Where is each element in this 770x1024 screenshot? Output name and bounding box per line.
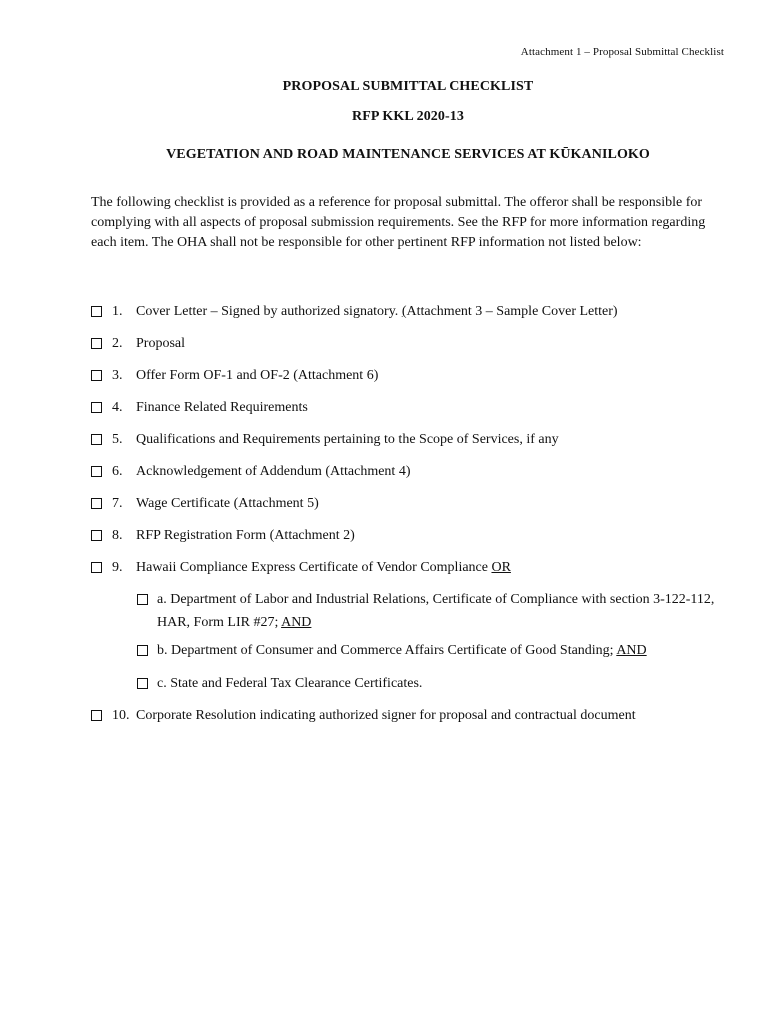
checklist-subitem-a [137, 588, 717, 634]
checkbox[interactable] [91, 370, 102, 381]
intro-paragraph: The following checklist is provided as a reference for proposal submittal. The offeror shall be responsible for complying with all aspects of proposal submission requirements. See the RFP for more information regarding each item. The OHA shall not be responsible for other pertinent RFP information not listed below: [91, 195, 706, 250]
item-number: 5. [112, 432, 123, 447]
checklist-item-10 [91, 704, 636, 727]
item-text: Hawaii Compliance Express Certificate of Vendor Compliance OR [136, 560, 511, 575]
checklist-item-2 [91, 332, 185, 355]
subitem-text: a. Department of Labor and Industrial Relations, Certificate of Compliance with section 3-122-112, HAR, Form LIR #27; AND [157, 592, 715, 630]
checkbox[interactable] [137, 678, 148, 689]
item-text: Proposal [136, 336, 185, 351]
item-number: 6. [112, 464, 123, 479]
checkbox[interactable] [91, 434, 102, 445]
checkbox[interactable] [91, 710, 102, 721]
item-number: 9. [112, 560, 123, 575]
document-title: PROPOSAL SUBMITTAL CHECKLIST [282, 79, 534, 94]
checkbox[interactable] [91, 498, 102, 509]
checklist-item-8 [91, 524, 355, 547]
and-connector: AND [616, 643, 647, 658]
rfp-number: RFP KKL 2020-13 [352, 109, 464, 124]
item-text: Acknowledgement of Addendum (Attachment 4) [136, 464, 411, 479]
attachment-note: Attachment 1 – Proposal Submittal Checklist [520, 46, 724, 58]
checkbox[interactable] [91, 466, 102, 477]
checklist-item-7 [91, 492, 319, 515]
and-connector: AND [281, 615, 312, 630]
item-text: Cover Letter – Signed by authorized signatory. (Attachment 3 – Sample Cover Letter) [136, 304, 618, 319]
checklist-item-5 [91, 428, 559, 451]
document-subtitle: VEGETATION AND ROAD MAINTENANCE SERVICES AT KŪKANILOKO [166, 147, 650, 162]
item-number: 8. [112, 528, 123, 543]
checklist-item-6 [91, 460, 410, 483]
checklist-item-4 [91, 396, 308, 419]
checklist-subitem-b [137, 639, 717, 662]
checkbox[interactable] [91, 338, 102, 349]
checklist-subitem-c [137, 672, 717, 695]
item-number: 7. [112, 496, 123, 511]
item-number: 1. [112, 304, 123, 319]
item-number: 2. [112, 336, 123, 351]
item-text: Offer Form OF-1 and OF-2 (Attachment 6) [136, 368, 379, 383]
item-number: 3. [112, 368, 123, 383]
subitem-text: b. Department of Consumer and Commerce Affairs Certificate of Good Standing; AND [157, 643, 647, 658]
item-text: Finance Related Requirements [136, 400, 308, 415]
checkbox[interactable] [137, 645, 148, 656]
checklist-item-9 [91, 556, 511, 579]
item-number: 10. [112, 708, 130, 723]
checkbox[interactable] [91, 402, 102, 413]
or-connector: OR [491, 560, 511, 575]
subitem-text: c. State and Federal Tax Clearance Certificates. [157, 676, 423, 691]
item-text: Corporate Resolution indicating authorized signer for proposal and contractual document [136, 708, 636, 723]
item-text: Qualifications and Requirements pertaining to the Scope of Services, if any [136, 432, 559, 447]
item-number: 4. [112, 400, 123, 415]
item-text: Wage Certificate (Attachment 5) [136, 496, 319, 511]
checkbox[interactable] [91, 562, 102, 573]
checklist-item-3 [91, 364, 378, 387]
checklist-item-1 [91, 300, 618, 323]
checkbox[interactable] [91, 306, 102, 317]
checkbox[interactable] [137, 594, 148, 605]
checkbox[interactable] [91, 530, 102, 541]
item-text: RFP Registration Form (Attachment 2) [136, 528, 355, 543]
